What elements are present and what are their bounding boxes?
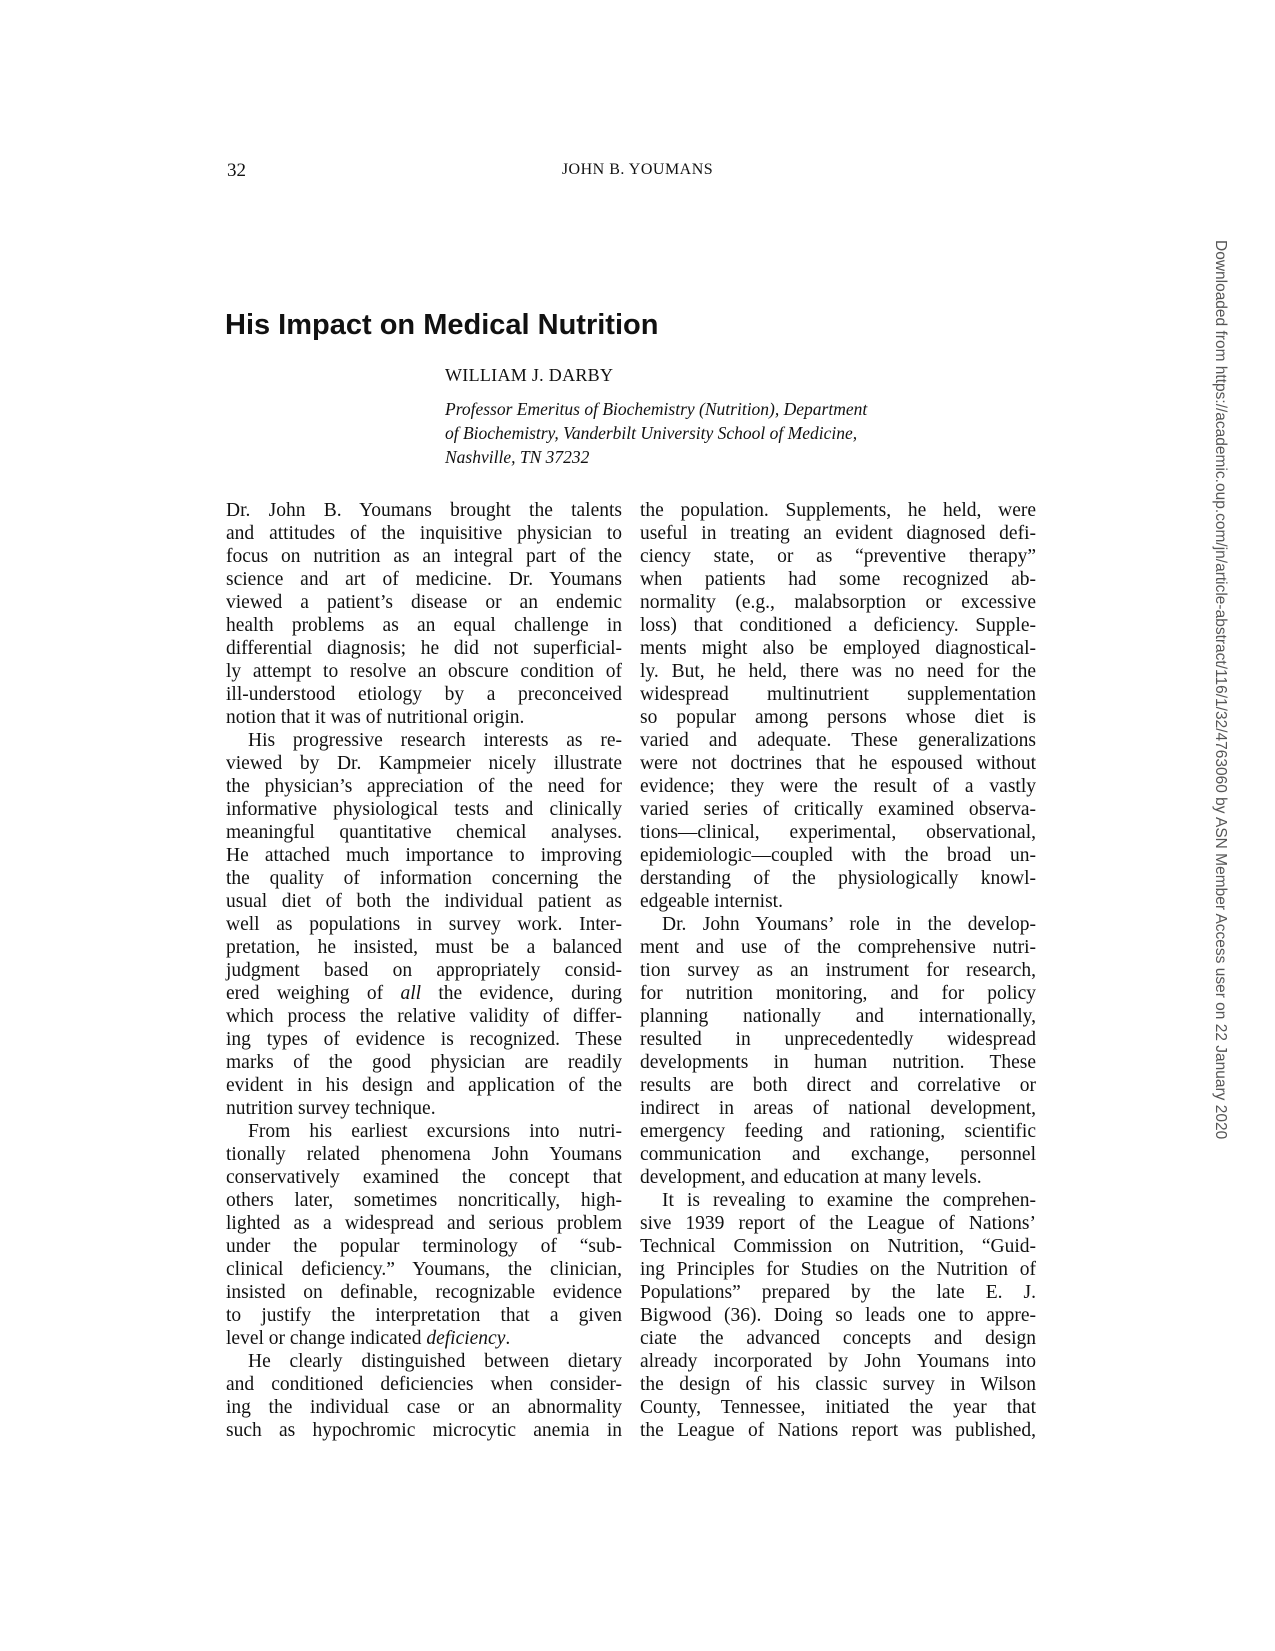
- text-line: Bigwood (36). Doing so leads one to appre-: [640, 1305, 1036, 1326]
- body-column-right: [640, 499, 1036, 1442]
- text-line: and conditioned deficiencies when consider-: [226, 1374, 622, 1395]
- text-line: science and art of medicine. Dr. Youmans: [226, 569, 622, 590]
- text-line: normality (e.g., malabsorption or excessive: [640, 592, 1036, 613]
- text-line: ment and use of the comprehensive nutri-: [640, 937, 1036, 958]
- body-column-left: [226, 499, 622, 1442]
- text-line: communication and exchange, personnel: [640, 1144, 1036, 1165]
- text-line: indirect in areas of national development,: [640, 1098, 1036, 1119]
- text-line: viewed a patient’s disease or an endemic: [226, 592, 622, 613]
- text-line: focus on nutrition as an integral part of the: [226, 546, 622, 567]
- text-line: ly attempt to resolve an obscure condition of: [226, 661, 622, 682]
- affiliation-line: Nashville, TN 37232: [445, 447, 590, 467]
- text-line: Dr. John Youmans’ role in the develop-: [662, 914, 1036, 935]
- text-line: resulted in unprecedentedly widespread: [640, 1029, 1036, 1050]
- article-title: His Impact on Medical Nutrition: [225, 309, 659, 341]
- text-line: level or change indicated deficiency.: [226, 1328, 511, 1349]
- text-line: tionally related phenomena John Youmans: [226, 1144, 622, 1165]
- text-line: ered weighing of all the evidence, during: [226, 983, 622, 1004]
- text-line: results are both direct and correlative or: [640, 1075, 1036, 1096]
- text-line: informative physiological tests and clinically: [226, 799, 622, 820]
- text-line: evident in his design and application of the: [226, 1075, 622, 1096]
- text-line: County, Tennessee, initiated the year that: [640, 1397, 1036, 1418]
- text-line: well as populations in survey work. Inter-: [226, 914, 622, 935]
- text-line: clinical deficiency.” Youmans, the clinician,: [226, 1259, 622, 1280]
- text-line: the physician’s appreciation of the need for: [226, 776, 622, 797]
- text-line: tion survey as an instrument for research,: [640, 960, 1036, 981]
- text-line: varied series of critically examined observa-: [640, 799, 1036, 820]
- text-line: and attitudes of the inquisitive physician to: [226, 523, 622, 544]
- text-line: developments in human nutrition. These: [640, 1052, 1036, 1073]
- text-line: development, and education at many levels.: [640, 1167, 982, 1188]
- text-line: nutrition survey technique.: [226, 1098, 436, 1119]
- author-affiliation: [445, 397, 965, 469]
- text-line: conservatively examined the concept that: [226, 1167, 622, 1188]
- text-line: others later, sometimes noncritically, high-: [226, 1190, 622, 1211]
- text-line: epidemiologic—coupled with the broad un-: [640, 845, 1036, 866]
- text-line: He attached much importance to improving: [226, 845, 622, 866]
- download-watermark: Downloaded from https://academic.oup.com/jn/article-abstract/116/1/32/4763060 by ASN Member Access user on 22 January 2020: [1212, 240, 1229, 1140]
- text-line: health problems as an equal challenge in: [226, 615, 622, 636]
- text-line: sive 1939 report of the League of Nations’: [640, 1213, 1036, 1234]
- text-line: when patients had some recognized ab-: [640, 569, 1036, 590]
- text-line: Populations” prepared by the late E. J.: [640, 1282, 1036, 1303]
- text-line: lighted as a widespread and serious problem: [226, 1213, 622, 1234]
- affiliation-line: Professor Emeritus of Biochemistry (Nutrition), Department: [445, 399, 868, 419]
- text-line: He clearly distinguished between dietary: [248, 1351, 622, 1372]
- text-line: Dr. John B. Youmans brought the talents: [226, 500, 622, 521]
- text-line: ments might also be employed diagnostical-: [640, 638, 1036, 659]
- text-line: derstanding of the physiologically knowl-: [640, 868, 1036, 889]
- text-line: ing Principles for Studies on the Nutrition of: [640, 1259, 1036, 1280]
- text-line: judgment based on appropriately consid-: [226, 960, 622, 981]
- text-line: already incorporated by John Youmans into: [640, 1351, 1036, 1372]
- text-line: were not doctrines that he espoused without: [640, 753, 1036, 774]
- text-line: the population. Supplements, he held, were: [640, 500, 1036, 521]
- text-line: marks of the good physician are readily: [226, 1052, 622, 1073]
- text-line: so popular among persons whose diet is: [640, 707, 1036, 728]
- text-line: the quality of information concerning the: [226, 868, 622, 889]
- text-line: differential diagnosis; he did not superficial-: [226, 638, 622, 659]
- text-line: ill-understood etiology by a preconceived: [226, 684, 622, 705]
- text-line: tions—clinical, experimental, observational,: [640, 822, 1036, 843]
- text-line: usual diet of both the individual patient as: [226, 891, 622, 912]
- text-line: It is revealing to examine the comprehen-: [662, 1190, 1036, 1211]
- text-line: evidence; they were the result of a vastly: [640, 776, 1036, 797]
- affiliation-line: of Biochemistry, Vanderbilt University School of Medicine,: [445, 423, 858, 443]
- text-line: viewed by Dr. Kampmeier nicely illustrate: [226, 753, 622, 774]
- text-line: His progressive research interests as re-: [248, 730, 622, 751]
- text-line: widespread multinutrient supplementation: [640, 684, 1036, 705]
- author-name: WILLIAM J. DARBY: [445, 365, 614, 385]
- text-line: the design of his classic survey in Wilson: [640, 1374, 1036, 1395]
- text-line: edgeable internist.: [640, 891, 783, 912]
- running-head: JOHN B. YOUMANS: [561, 161, 714, 178]
- text-line: such as hypochromic microcytic anemia in: [226, 1420, 622, 1441]
- text-line: to justify the interpretation that a given: [226, 1305, 622, 1326]
- text-line: ing the individual case or an abnormality: [226, 1397, 622, 1418]
- text-line: which process the relative validity of differ-: [226, 1006, 622, 1027]
- text-line: useful in treating an evident diagnosed defi-: [640, 523, 1036, 544]
- text-line: insisted on definable, recognizable evidence: [226, 1282, 622, 1303]
- text-line: Technical Commission on Nutrition, “Guid-: [640, 1236, 1036, 1257]
- text-line: ciency state, or as “preventive therapy”: [640, 546, 1036, 567]
- text-line: From his earliest excursions into nutri-: [248, 1121, 622, 1142]
- text-line: loss) that conditioned a deficiency. Supple-: [640, 615, 1036, 636]
- text-line: emergency feeding and rationing, scientific: [640, 1121, 1036, 1142]
- text-line: under the popular terminology of “sub-: [226, 1236, 622, 1257]
- text-line: planning nationally and internationally,: [640, 1006, 1036, 1027]
- text-line: for nutrition monitoring, and for policy: [640, 983, 1036, 1004]
- text-line: varied and adequate. These generalizations: [640, 730, 1036, 751]
- text-line: the League of Nations report was published,: [640, 1420, 1036, 1441]
- text-line: pretation, he insisted, must be a balanced: [226, 937, 622, 958]
- text-line: ly. But, he held, there was no need for the: [640, 661, 1036, 682]
- text-line: ciate the advanced concepts and design: [640, 1328, 1036, 1349]
- page-number: 32: [227, 160, 246, 181]
- text-line: notion that it was of nutritional origin.: [226, 707, 525, 728]
- text-line: ing types of evidence is recognized. These: [226, 1029, 622, 1050]
- text-line: meaningful quantitative chemical analyses.: [226, 822, 622, 843]
